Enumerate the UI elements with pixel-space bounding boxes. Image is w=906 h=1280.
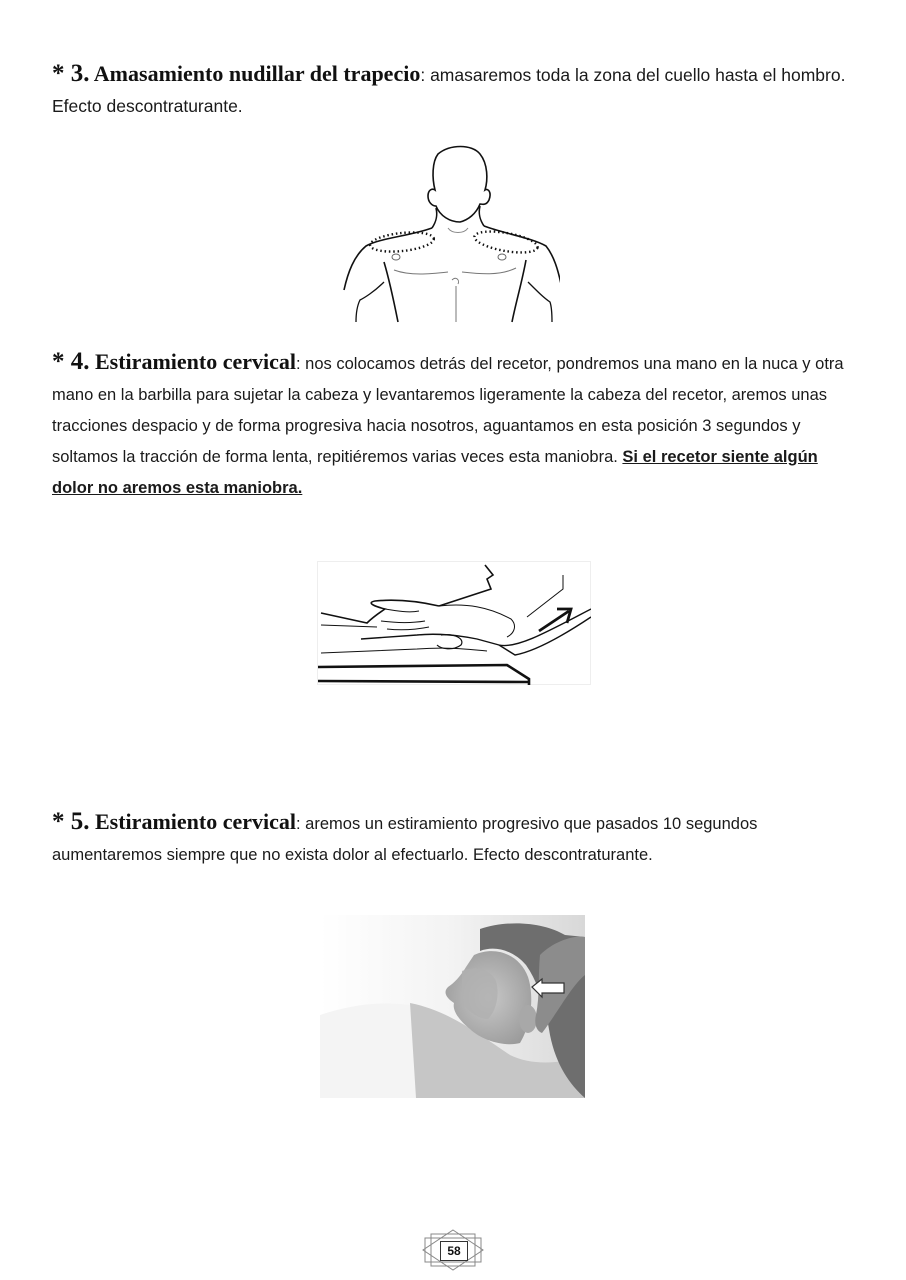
- section-4-body: nos colocamos detrás del recetor, pondremos una mano en la nuca y otra mano en la barbilla para sujetar la cabeza y levantaremos ligeramente la cabeza del recetor, aremos unas tracciones despacio y de forma progresiva hacia nosotros, aguantamos en esta posición 3 segundos y soltamos la tracción de forma lenta, repitiéremos varias veces esta maniobra.: [52, 355, 844, 466]
- section-4-title: Estiramiento cervical: [95, 349, 296, 374]
- section-3-title: Amasamiento nudillar del trapecio: [93, 61, 421, 86]
- section-5-marker: * 5.: [52, 808, 90, 835]
- page-number: 58: [440, 1241, 468, 1261]
- section-3-heading: [52, 61, 420, 86]
- section-4-separator: :: [296, 355, 301, 373]
- section-4-paragraph: [52, 346, 857, 504]
- section-5-body: aremos un estiramiento progresivo que pasados 10 segundos aumentaremos siempre que no exista dolor al efectuarlo. Efecto descontraturante.: [52, 815, 758, 864]
- section-3-paragraph: [52, 58, 857, 122]
- section-3-separator: :: [420, 65, 426, 85]
- section-3-body: amasaremos toda la zona del cuello hasta el hombro. Efecto descontraturante.: [52, 65, 846, 116]
- cervical-traction-drawing: [317, 561, 591, 685]
- section-4-warning: Si el recetor siente algún dolor no aremos esta maniobra.: [52, 448, 818, 497]
- section-5-separator: :: [296, 815, 301, 833]
- trapezius-diagram: [340, 142, 560, 327]
- section-5-heading: [52, 809, 296, 834]
- section-4-marker: * 4.: [52, 348, 90, 375]
- section-4-heading: [52, 349, 296, 374]
- section-3-marker: * 3.: [52, 60, 90, 87]
- section-5-title: Estiramiento cervical: [95, 809, 296, 834]
- section-5-paragraph: [52, 806, 857, 871]
- cervical-stretch-photo: [320, 915, 585, 1098]
